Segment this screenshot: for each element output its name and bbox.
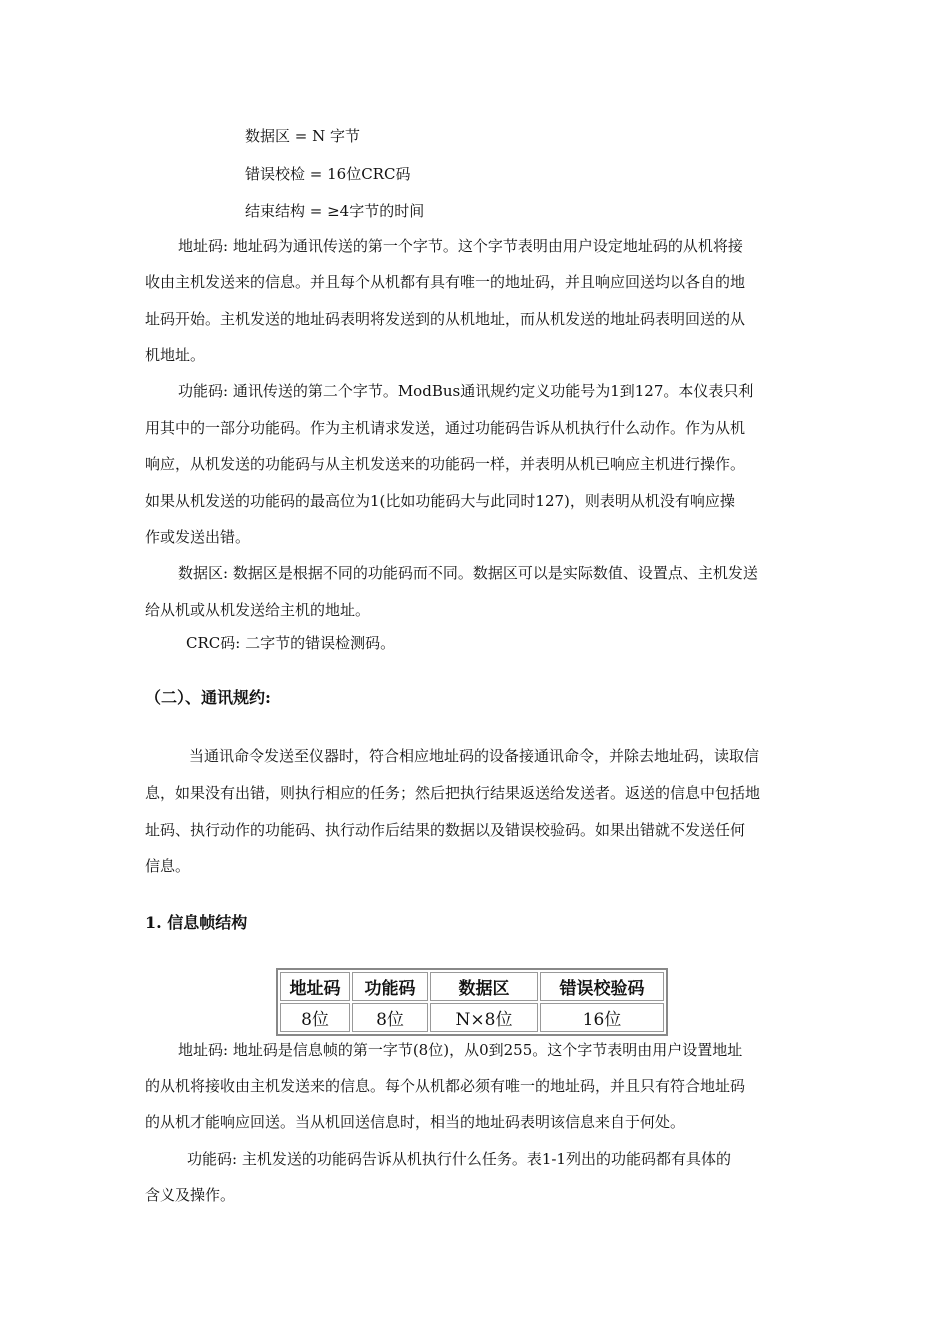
table-header-cell: 数据区 [430, 972, 538, 1001]
frame-line-data-area: 数据区 = N 字节 [245, 127, 360, 145]
function-paragraph-2-line: 功能码: 主机发送的功能码告诉从机执行什么任务。表1-1列出的功能码都有具体的 [187, 1150, 731, 1168]
table-header-cell: 地址码 [280, 972, 350, 1001]
section-heading-protocol: （二）、通讯规约: [145, 688, 271, 707]
table-cell: 8位 [280, 1003, 350, 1032]
address-paragraph-line: 机地址。 [145, 346, 206, 364]
protocol-paragraph-line: 当通讯命令发送至仪器时，符合相应地址码的设备接通讯命令，并除去地址码，读取信 [189, 747, 760, 765]
frame-structure-table [276, 968, 668, 1036]
crc-paragraph: CRC码: 二字节的错误检测码。 [186, 634, 396, 652]
table-cell: 8位 [352, 1003, 428, 1032]
table-header-cell: 错误校验码 [540, 972, 664, 1001]
function-paragraph-line: 响应，从机发送的功能码与从主机发送来的功能码一样，并表明从机已响应主机进行操作。 [145, 455, 746, 473]
data-area-paragraph-line: 给从机或从机发送给主机的地址。 [145, 601, 371, 619]
table-cell: 16位 [540, 1003, 664, 1032]
address-paragraph-line: 址码开始。主机发送的地址码表明将发送到的从机地址，而从机发送的地址码表明回送的从 [145, 310, 746, 328]
protocol-paragraph-line: 信息。 [145, 857, 191, 875]
frame-line-error-check: 错误校检 = 16位CRC码 [245, 165, 411, 183]
protocol-paragraph-line: 息，如果没有出错，则执行相应的任务；然后把执行结果返送给发送者。返送的信息中包括地 [145, 784, 761, 802]
protocol-paragraph-line: 址码、执行动作的功能码、执行动作后结果的数据以及错误校验码。如果出错就不发送任何 [145, 821, 746, 839]
function-paragraph-line: 作或发送出错。 [145, 528, 251, 546]
table-row [280, 1003, 664, 1032]
function-paragraph-line: 用其中的一部分功能码。作为主机请求发送，通过功能码告诉从机执行什么动作。作为从机 [145, 419, 746, 437]
address-paragraph-line: 地址码: 地址码为通讯传送的第一个字节。这个字节表明由用户设定地址码的从机将接 [178, 237, 743, 255]
function-paragraph-line: 功能码: 通讯传送的第二个字节。ModBus通讯规约定义功能号为1到127。本仪表只利 [178, 382, 754, 400]
address-paragraph-2-line: 的从机才能响应回送。当从机回送信息时，相当的地址码表明该信息来自于何处。 [145, 1113, 686, 1131]
function-paragraph-line: 如果从机发送的功能码的最高位为1(比如功能码大与此同时127)，则表明从机没有响应操 [145, 492, 735, 510]
table-cell: N×8位 [430, 1003, 538, 1032]
function-paragraph-2-line: 含义及操作。 [145, 1186, 236, 1204]
address-paragraph-line: 收由主机发送来的信息。并且每个从机都有具有唯一的地址码，并且响应回送均以各自的地 [145, 273, 746, 291]
data-area-paragraph-line: 数据区: 数据区是根据不同的功能码而不同。数据区可以是实际数值、设置点、主机发送 [178, 564, 758, 582]
table-header-cell: 功能码 [352, 972, 428, 1001]
address-paragraph-2-line: 地址码: 地址码是信息帧的第一字节(8位)，从0到255。这个字节表明由用户设置地址 [178, 1041, 743, 1059]
table-header-row [280, 972, 664, 1001]
section-heading-frame-structure: 1. 信息帧结构 [145, 913, 248, 932]
frame-line-end-structure: 结束结构 = ≥4字节的时间 [245, 202, 425, 220]
address-paragraph-2-line: 的从机将接收由主机发送来的信息。每个从机都必须有唯一的地址码，并且只有符合地址码 [145, 1077, 746, 1095]
